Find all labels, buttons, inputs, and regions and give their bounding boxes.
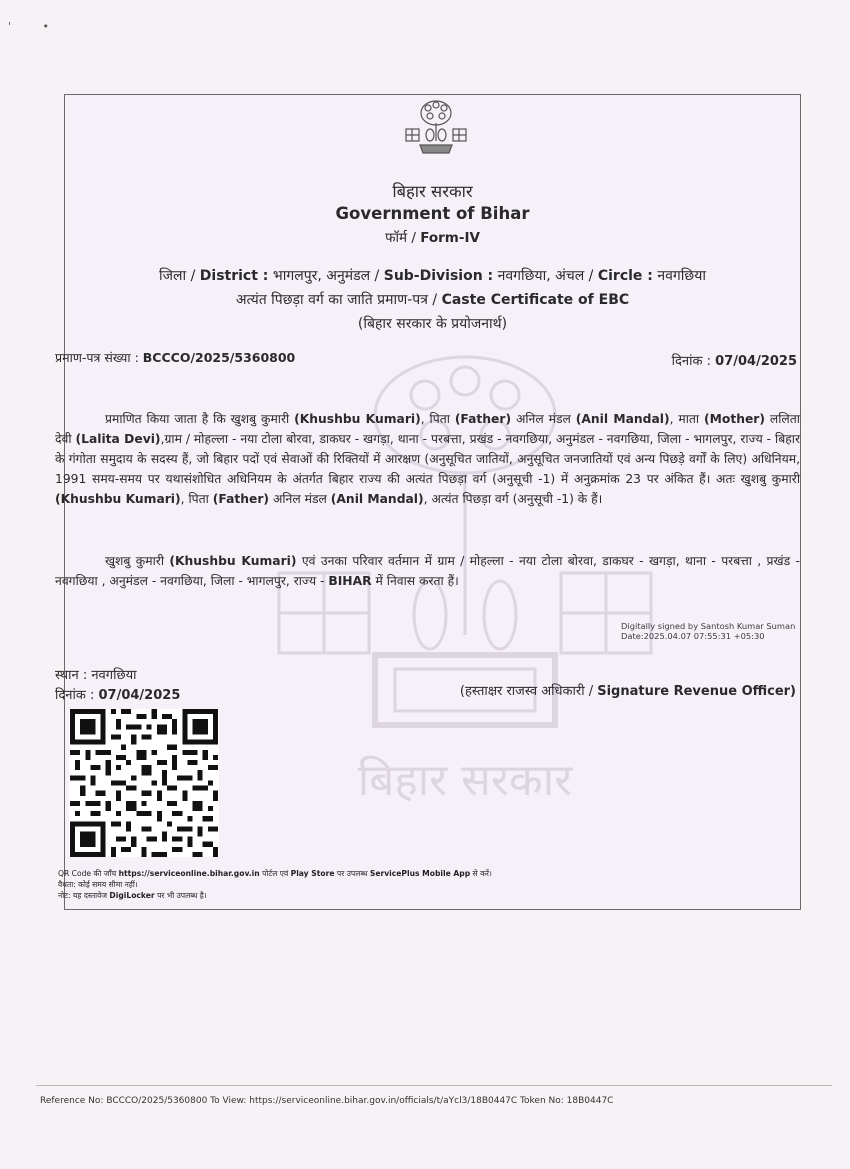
form-title-english: Form-IV	[420, 230, 480, 246]
qr-code-icon[interactable]	[69, 709, 219, 857]
certificate-number-label: प्रमाण-पत्र संख्या :	[55, 350, 139, 365]
form-title-hindi: फॉर्म /	[385, 230, 416, 246]
qr-note-line-2: वैधता: कोई समय सीमा नहीं।	[58, 880, 138, 889]
certificate-number-value: BCCCO/2025/5360800	[142, 350, 296, 365]
signature-label-english: Signature Revenue Officer)	[597, 684, 796, 699]
digital-signature-date: Date:2025.04.07 07:55:31 +05:30	[621, 631, 765, 641]
certificate-body-paragraph-1: प्रमाणित किया जाता है कि खुशबु कुमारी (Khushbu Kumari), पिता (Father) अनिल मंडल (Anil Mandal), माता (Mother) ललिता देवी (Lalita Devi),ग्राम / मोहल्ला - नया टोला बोरवा, डाकघर - खगड़ा, थाना - परबत्ता, प्रखंड - नवगछिया, अनुमंडल - नवगछिया, जिला - भागलपुर, राज्य - बिहार के गंगोता समुदाय के सदस्य हैं, जो बिहार पदों एवं सेवाओं की रिक्तियों में आरक्षण (अनुसूचित जातियों, अनुसूचित जनजातियों एवं अन्य पिछड़े वर्गों के लिए) अधिनियम, 1991 समय-समय पर यथासंशोधित अधिनियम के अंतर्गत बिहार राज्य की अत्यंत पिछड़ा वर्ग (अनुसूची -1) में अनुक्रमांक 23 पर अंकित हैं। अतः खुशबु कुमारी (Khushbu Kumari), पिता (Father) अनिल मंडल (Anil Mandal), अत्यंत पिछड़ा वर्ग (अनुसूची -1) के हैं।	[55, 412, 800, 506]
digital-signature-stamp	[621, 621, 795, 641]
certificate-purpose: (बिहार सरकार के प्रयोजनार्थ)	[357, 316, 508, 332]
scan-specks: ' •	[8, 20, 64, 33]
certificate-number	[55, 349, 295, 366]
digital-signature-signer: Digitally signed by Santosh Kumar Suman	[621, 621, 796, 631]
certificate-body-paragraph-2: खुशबु कुमारी (Khushbu Kumari) एवं उनका परिवार वर्तमान में ग्राम / मोहल्ला - नया टोला बोरवा, डाकघर - खगड़ा, थाना - परबत्ता , प्रखंड - नवगछिया , अनुमंडल - नवगछिया, जिला - भागलपुर, राज्य - BIHAR में निवास करता हैं।	[55, 554, 800, 588]
page-footer-reference: Reference No: BCCCO/2025/5360800 To View: https://serviceonline.bihar.gov.in/officials/t/aYcl3/18B0447C Token No: 18B0447C	[40, 1096, 614, 1106]
qr-note-line-1: QR Code की जाँच https://serviceonline.bihar.gov.in पोर्टल एवं Play Store पर उपलब्ध ServicePlus Mobile App से करें।	[58, 869, 492, 878]
certificate-title-hindi: अत्यंत पिछड़ा वर्ग का जाति प्रमाण-पत्र /	[235, 292, 438, 308]
form-title	[65, 228, 800, 246]
location-line	[65, 266, 800, 285]
bihar-emblem-icon	[400, 97, 472, 161]
signature-label	[460, 681, 796, 699]
issue-date-label: दिनांक :	[671, 354, 711, 369]
circle-label: Circle :	[597, 268, 653, 284]
district-value: भागलपुर, अनुमंडल /	[272, 268, 380, 284]
watermark-text: बिहार सरकार	[357, 755, 573, 806]
issue-date-value: 07/04/2025	[715, 354, 797, 369]
govt-title-hindi: बिहार सरकार	[392, 182, 473, 201]
certificate-title-english: Caste Certificate of EBC	[441, 292, 630, 308]
certificate-title	[65, 290, 800, 309]
issue-date	[672, 351, 797, 369]
govt-title-english: Government of Bihar	[335, 204, 530, 223]
subdivision-label: Sub-Division :	[383, 268, 494, 284]
subdivision-value: नवगछिया, अंचल /	[497, 268, 594, 284]
signature-label-hindi: (हस्ताक्षर राजस्व अधिकारी /	[459, 684, 594, 699]
signed-date-value: 07/04/2025	[98, 688, 181, 703]
signed-date-label: दिनांक :	[55, 688, 95, 703]
signed-date	[55, 685, 180, 703]
circle-value: नवगछिया	[657, 268, 706, 284]
district-label: District :	[199, 268, 269, 284]
district-label-hindi: जिला /	[159, 268, 196, 284]
footer-divider	[36, 1085, 832, 1086]
qr-verification-note	[58, 868, 492, 901]
qr-note-line-3: नोट: यह दस्तावेज DigiLocker पर भी उपलब्ध है।	[58, 891, 207, 900]
place: स्थान : नवगछिया	[55, 668, 137, 683]
certificate-frame	[55, 94, 801, 910]
